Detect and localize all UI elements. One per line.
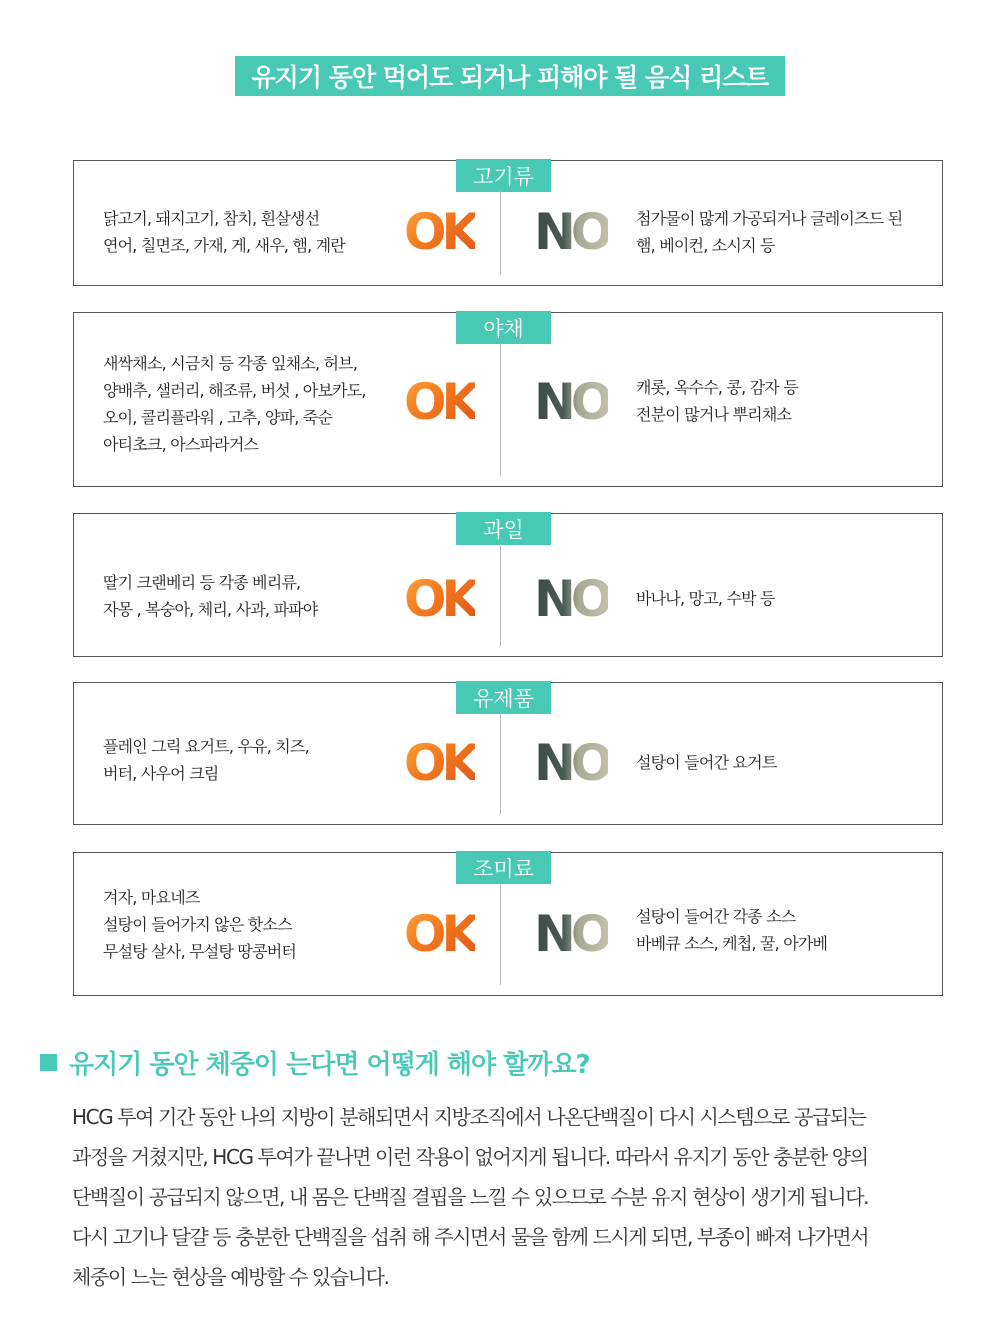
- category-box-vegetables: [73, 312, 943, 487]
- category-tag: 고기류: [456, 159, 551, 192]
- ok-badge: OK: [404, 570, 476, 628]
- ok-badge: OK: [404, 203, 476, 261]
- no-badge: NO: [534, 373, 609, 431]
- divider: [500, 343, 501, 476]
- square-bullet-icon: [40, 1054, 57, 1071]
- ok-food-list: 플레인 그릭 요거트, 우유, 치즈, 버터, 사우어 크림: [103, 737, 309, 783]
- no-food-list: 캐롯, 옥수수, 콩, 감자 등 전분이 많거나 뿌리채소: [636, 378, 798, 424]
- category-tag: 과일: [456, 512, 551, 545]
- ok-food-list: 겨자, 마요네즈 설탕이 들어가지 않은 핫소스 무설탕 살사, 무설탕 땅콩버터: [103, 888, 297, 961]
- ok-badge: OK: [404, 373, 476, 431]
- no-food-list: 설탕이 들어간 요거트: [636, 753, 777, 772]
- ok-badge: OK: [404, 905, 476, 963]
- no-food-list: 설탕이 들어간 각종 소스 바베큐 소스, 케첩, 꿀, 아가베: [636, 907, 828, 953]
- ok-food-list: 새싹채소, 시금치 등 각종 잎채소, 허브, 양배추, 샐러리, 해조류, 버섯 , 아보카도, 오이, 콜리플라워 , 고추, 양파, 죽순 아티초크, 아스파라거스: [103, 354, 366, 454]
- ok-food-list: 닭고기, 돼지고기, 참치, 흰살생선 연어, 칠면조, 가재, 게, 새우, 햄, 계란: [103, 209, 345, 255]
- section-paragraph: HCG 투여 기간 동안 나의 지방이 분해되면서 지방조직에서 나온단백질이 다시 시스템으로 공급되는 과정을 거쳤지만, HCG 투여가 끝나면 이런 작용이 없어지게 됩니다. 따라서 유지기 동안 충분한 양의 단백질이 공급되지 않으면, 내 몸은 단백질 결핍을 느낄 수 있으므로 수분 유지 현상이 생기게 됩니다. 다시 고기나 달걀 등 충분한 단백질을 섭취 해 주시면서 물을 함께 드시게 되면, 부종이 빠져 나가면서 체중이 느는 현상을 예방할 수 있습니다.: [72, 1105, 869, 1289]
- section-heading-text: 유지기 동안 체중이 는다면 어떻게 해야 할까요?: [69, 1049, 590, 1080]
- no-badge: NO: [534, 570, 609, 628]
- section-heading: [40, 1044, 590, 1080]
- divider: [500, 883, 501, 985]
- category-box-condiments: [73, 852, 943, 996]
- category-box-meat: [73, 160, 943, 286]
- divider: [500, 544, 501, 646]
- ok-badge: OK: [404, 734, 476, 792]
- category-box-fruit: [73, 513, 943, 657]
- no-food-list: 바나나, 망고, 수박 등: [636, 589, 775, 608]
- category-tag: 유제품: [456, 681, 551, 714]
- no-food-list: 첨가물이 많게 가공되거나 글레이즈드 된 햄, 베이컨, 소시지 등: [636, 209, 903, 255]
- divider: [500, 191, 501, 275]
- divider: [500, 713, 501, 814]
- no-badge: NO: [534, 203, 609, 261]
- no-badge: NO: [534, 734, 609, 792]
- no-badge: NO: [534, 905, 609, 963]
- category-tag: 야채: [456, 311, 551, 344]
- category-box-dairy: [73, 682, 943, 825]
- page-title: 유지기 동안 먹어도 되거나 피해야 될 음식 리스트: [235, 56, 785, 96]
- category-tag: 조미료: [456, 851, 551, 884]
- ok-food-list: 딸기 크랜베리 등 각종 베리류, 자몽 , 복숭아, 체리, 사과, 파파야: [103, 573, 318, 619]
